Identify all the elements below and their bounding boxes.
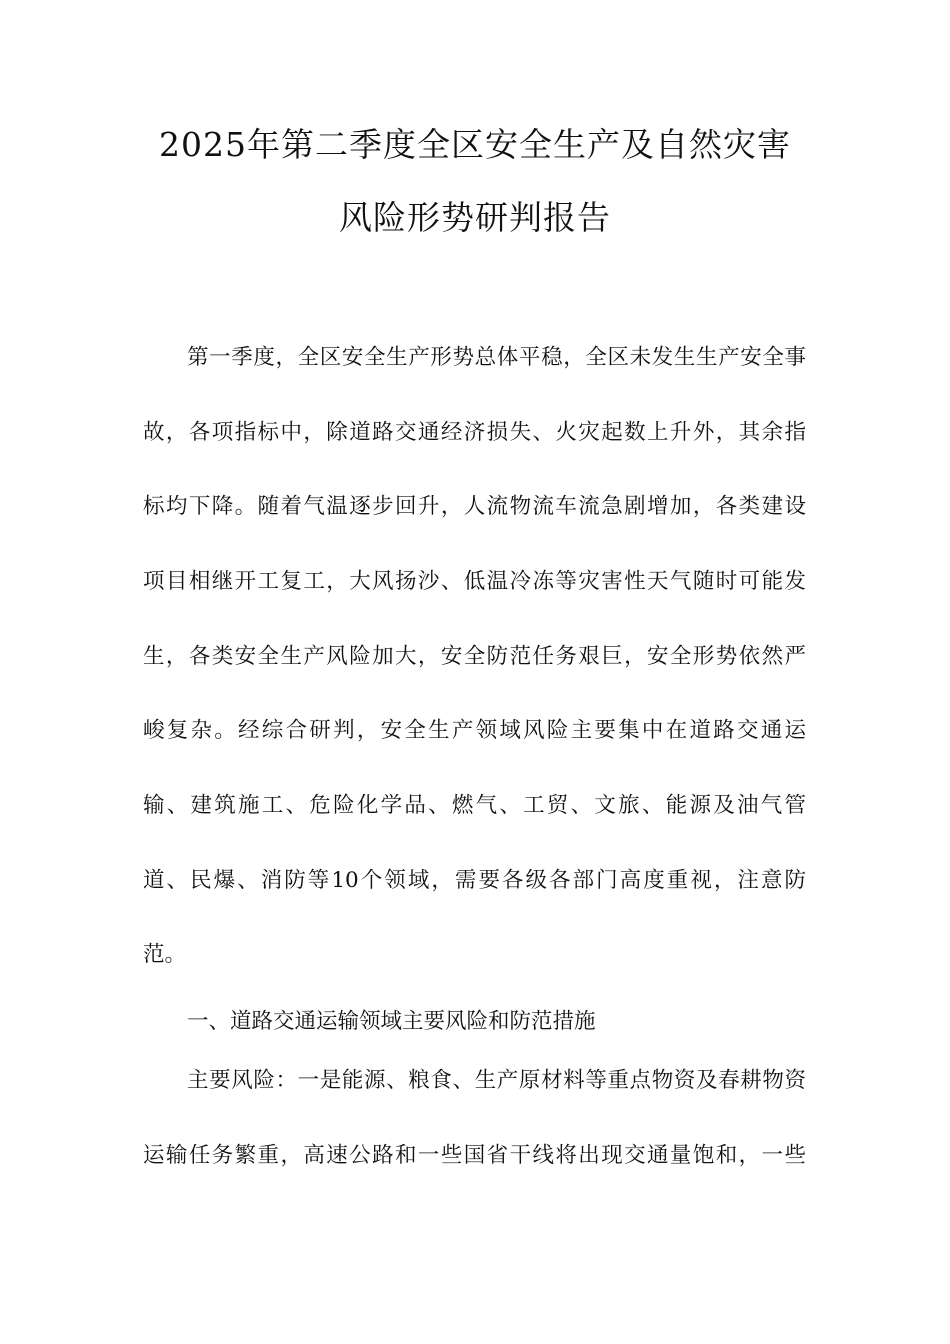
paragraph-line: 项目相继开工复工，大风扬沙、低温冷冻等灾害性天气随时可能发 <box>143 569 806 594</box>
paragraph-line: 生，各类安全生产风险加大，安全防范任务艰巨，安全形势依然严 <box>143 644 806 669</box>
document-title-line-1: 2025年第二季度全区安全生产及自然灾害 <box>159 125 791 164</box>
section-heading: 一、道路交通运输领域主要风险和防范措施 <box>187 1009 596 1034</box>
paragraph-line: 道、民爆、消防等10个领域，需要各级各部门高度重视，注意防 <box>143 868 806 893</box>
document-title-line-2: 风险形势研判报告 <box>339 198 611 237</box>
paragraph-line: 范。 <box>143 942 187 967</box>
paragraph-line: 第一季度，全区安全生产形势总体平稳，全区未发生生产安全事 <box>187 345 806 370</box>
paragraph-line: 主要风险：一是能源、粮食、生产原材料等重点物资及春耕物资 <box>187 1068 806 1093</box>
paragraph-line: 标均下降。随着气温逐步回升，人流物流车流急剧增加，各类建设 <box>143 494 806 519</box>
paragraph-line: 运输任务繁重，高速公路和一些国省干线将出现交通量饱和，一些 <box>143 1143 806 1168</box>
paragraph-line: 故，各项指标中，除道路交通经济损失、火灾起数上升外，其余指 <box>143 420 806 445</box>
paragraph-line: 峻复杂。经综合研判，安全生产领域风险主要集中在道路交通运 <box>143 718 806 743</box>
paragraph-line: 输、建筑施工、危险化学品、燃气、工贸、文旅、能源及油气管 <box>143 793 806 818</box>
